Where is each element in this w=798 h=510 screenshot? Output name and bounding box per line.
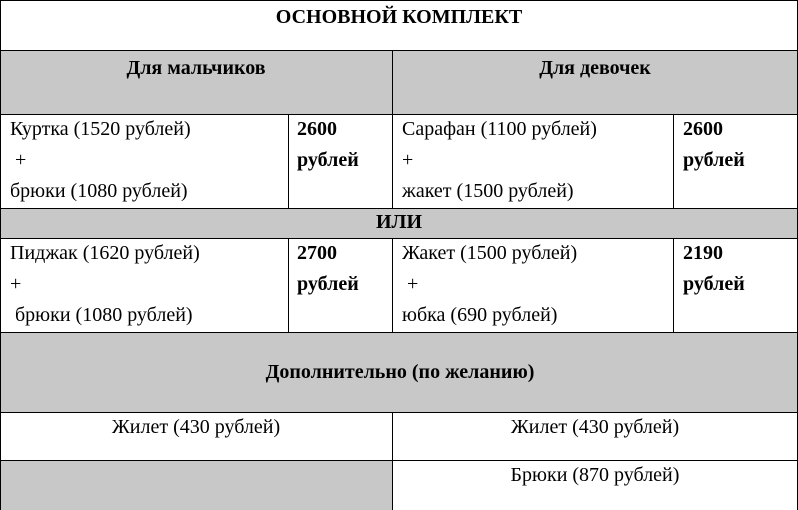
extras-girls-item-1-text: Жилет (430 рублей) [510,416,680,438]
set2-girls-item-2: юбка (690 рублей) [402,304,558,326]
or-row [0,208,798,238]
column-header-boys-text: Для мальчиков [126,57,266,79]
set1-girls-item-2: жакет (1500 рублей) [402,180,574,202]
column-divider [392,412,393,510]
set2-girls-price-unit: рублей [683,273,745,295]
price-column-divider [673,114,674,208]
column-divider [392,238,393,332]
set2-girls-item-1: Жакет (1500 рублей) [402,242,578,264]
set1-boys-item-1: Куртка (1520 рублей) [10,118,191,140]
set2-girls-price-amount: 2190 [683,242,723,264]
row-divider [0,460,798,461]
set2-boys-price [288,238,392,332]
set2-boys-items [0,238,288,332]
extras-girls-item-1 [392,412,798,460]
table-title [0,0,798,50]
column-header-girls-text: Для девочек [539,57,651,79]
column-header-girls [392,50,798,114]
row-divider [0,208,798,209]
row-divider [0,50,798,51]
set1-girls-plus: + [402,149,414,171]
set1-girls-price-amount: 2600 [683,118,723,140]
row-divider [0,238,798,239]
set1-boys-price-amount: 2600 [297,118,337,140]
column-divider [392,50,393,208]
set2-girls-price [674,238,798,332]
extras-boys-item-2 [0,460,392,510]
extras-girls-item-2-text: Брюки (870 рублей) [510,464,680,486]
set2-boys-price-amount: 2700 [297,242,337,264]
extras-title: Дополнительно (по желанию) [265,361,535,383]
table-title-text: ОСНОВНОЙ КОМПЛЕКТ [275,6,523,28]
extras-girls-item-2 [392,460,798,510]
set1-boys-items [0,114,288,208]
set1-girls-items [392,114,674,208]
set2-girls-plus: + [402,273,419,295]
extras-boys-item-1 [0,412,392,460]
price-column-divider [288,114,289,208]
row-divider [0,332,798,333]
set1-boys-price-unit: рублей [297,149,359,171]
table-border-left [0,0,1,510]
set1-girls-item-1: Сарафан (1100 рублей) [402,118,597,140]
extras-boys-item-1-text: Жилет (430 рублей) [111,416,281,438]
extras-header [0,332,798,412]
row-divider [0,114,798,115]
set2-boys-plus: + [10,273,22,295]
set2-girls-items [392,238,674,332]
set1-boys-plus: + [10,149,27,171]
price-column-divider [288,238,289,332]
set2-boys-item-1: Пиджак (1620 рублей) [10,242,200,264]
set2-boys-price-unit: рублей [297,273,359,295]
table-border-top [0,0,798,1]
row-divider [0,412,798,413]
set1-boys-price [288,114,392,208]
set1-boys-item-2: брюки (1080 рублей) [10,180,188,202]
column-header-boys [0,50,392,114]
set2-boys-item-2: брюки (1080 рублей) [10,304,193,326]
set1-girls-price [674,114,798,208]
or-label: ИЛИ [375,211,422,233]
set1-girls-price-unit: рублей [683,149,745,171]
price-column-divider [673,238,674,332]
